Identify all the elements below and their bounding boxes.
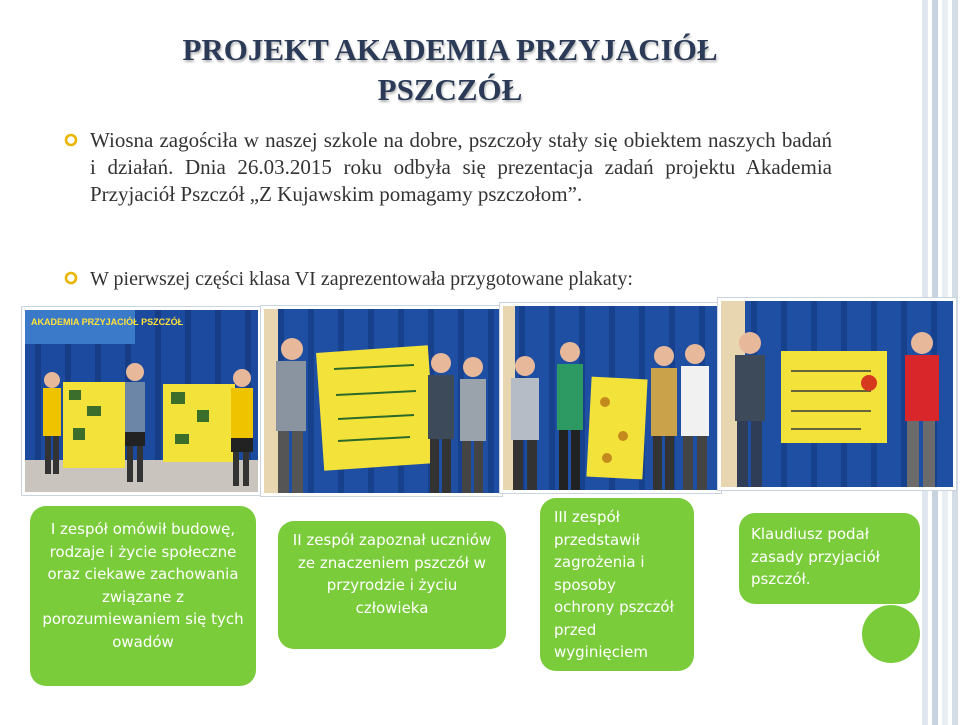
photo-banner-text: AKADEMIA PRZYJACIÓŁ PSZCZÓŁ — [31, 317, 184, 327]
title-line-1: PROJEKT AKADEMIA PRZYJACIÓŁ — [182, 32, 718, 67]
bullet-item-1 — [90, 127, 832, 208]
ring-bullet-icon — [64, 133, 78, 147]
team-2-text: II zespół zapoznał uczniów ze znaczeniem pszczół w przyrodzie i życiu człowieka — [292, 531, 492, 617]
bullet-text-1: Wiosna zagościła w naszej szkole na dobre, pszczoły stały się obiektem naszych badań i działań. Dnia 26.03.2015 roku odbyła się prezentacja zadań projektu Akademia Przyjaciół Pszczół „Z Kujawskim pomagamy pszczołom”. — [90, 128, 832, 206]
klaudiusz-text: Klaudiusz podał zasady przyjaciół pszczół. — [751, 525, 880, 588]
photo-poster-presentation-1 — [22, 307, 261, 495]
team-3-text: III zespół przedstawił zagrożenia i sposoby ochrony pszczół przed wyginięciem — [554, 508, 674, 661]
team-1-info-box — [30, 506, 256, 686]
green-circle-decoration — [862, 605, 920, 663]
bullet-item-2 — [90, 266, 850, 293]
ring-bullet-icon — [64, 271, 78, 285]
team-3-info-box — [540, 498, 694, 671]
klaudiusz-info-box — [739, 513, 920, 604]
bullet-text-2: W pierwszej części klasa VI zaprezentowała przygotowane plakaty: — [90, 268, 633, 290]
team-2-info-box — [278, 521, 506, 649]
title-line-2: PSZCZÓŁ — [377, 72, 523, 107]
slide-title — [100, 30, 800, 110]
photo-poster-presentation-3 — [500, 303, 721, 493]
team-1-text: I zespół omówił budowę, rodzaje i życie społeczne oraz ciekawe zachowania związane z porozumiewaniem się tych owadów — [42, 520, 244, 651]
photo-poster-presentation-2 — [261, 306, 502, 496]
photo-poster-presentation-4 — [718, 298, 956, 490]
